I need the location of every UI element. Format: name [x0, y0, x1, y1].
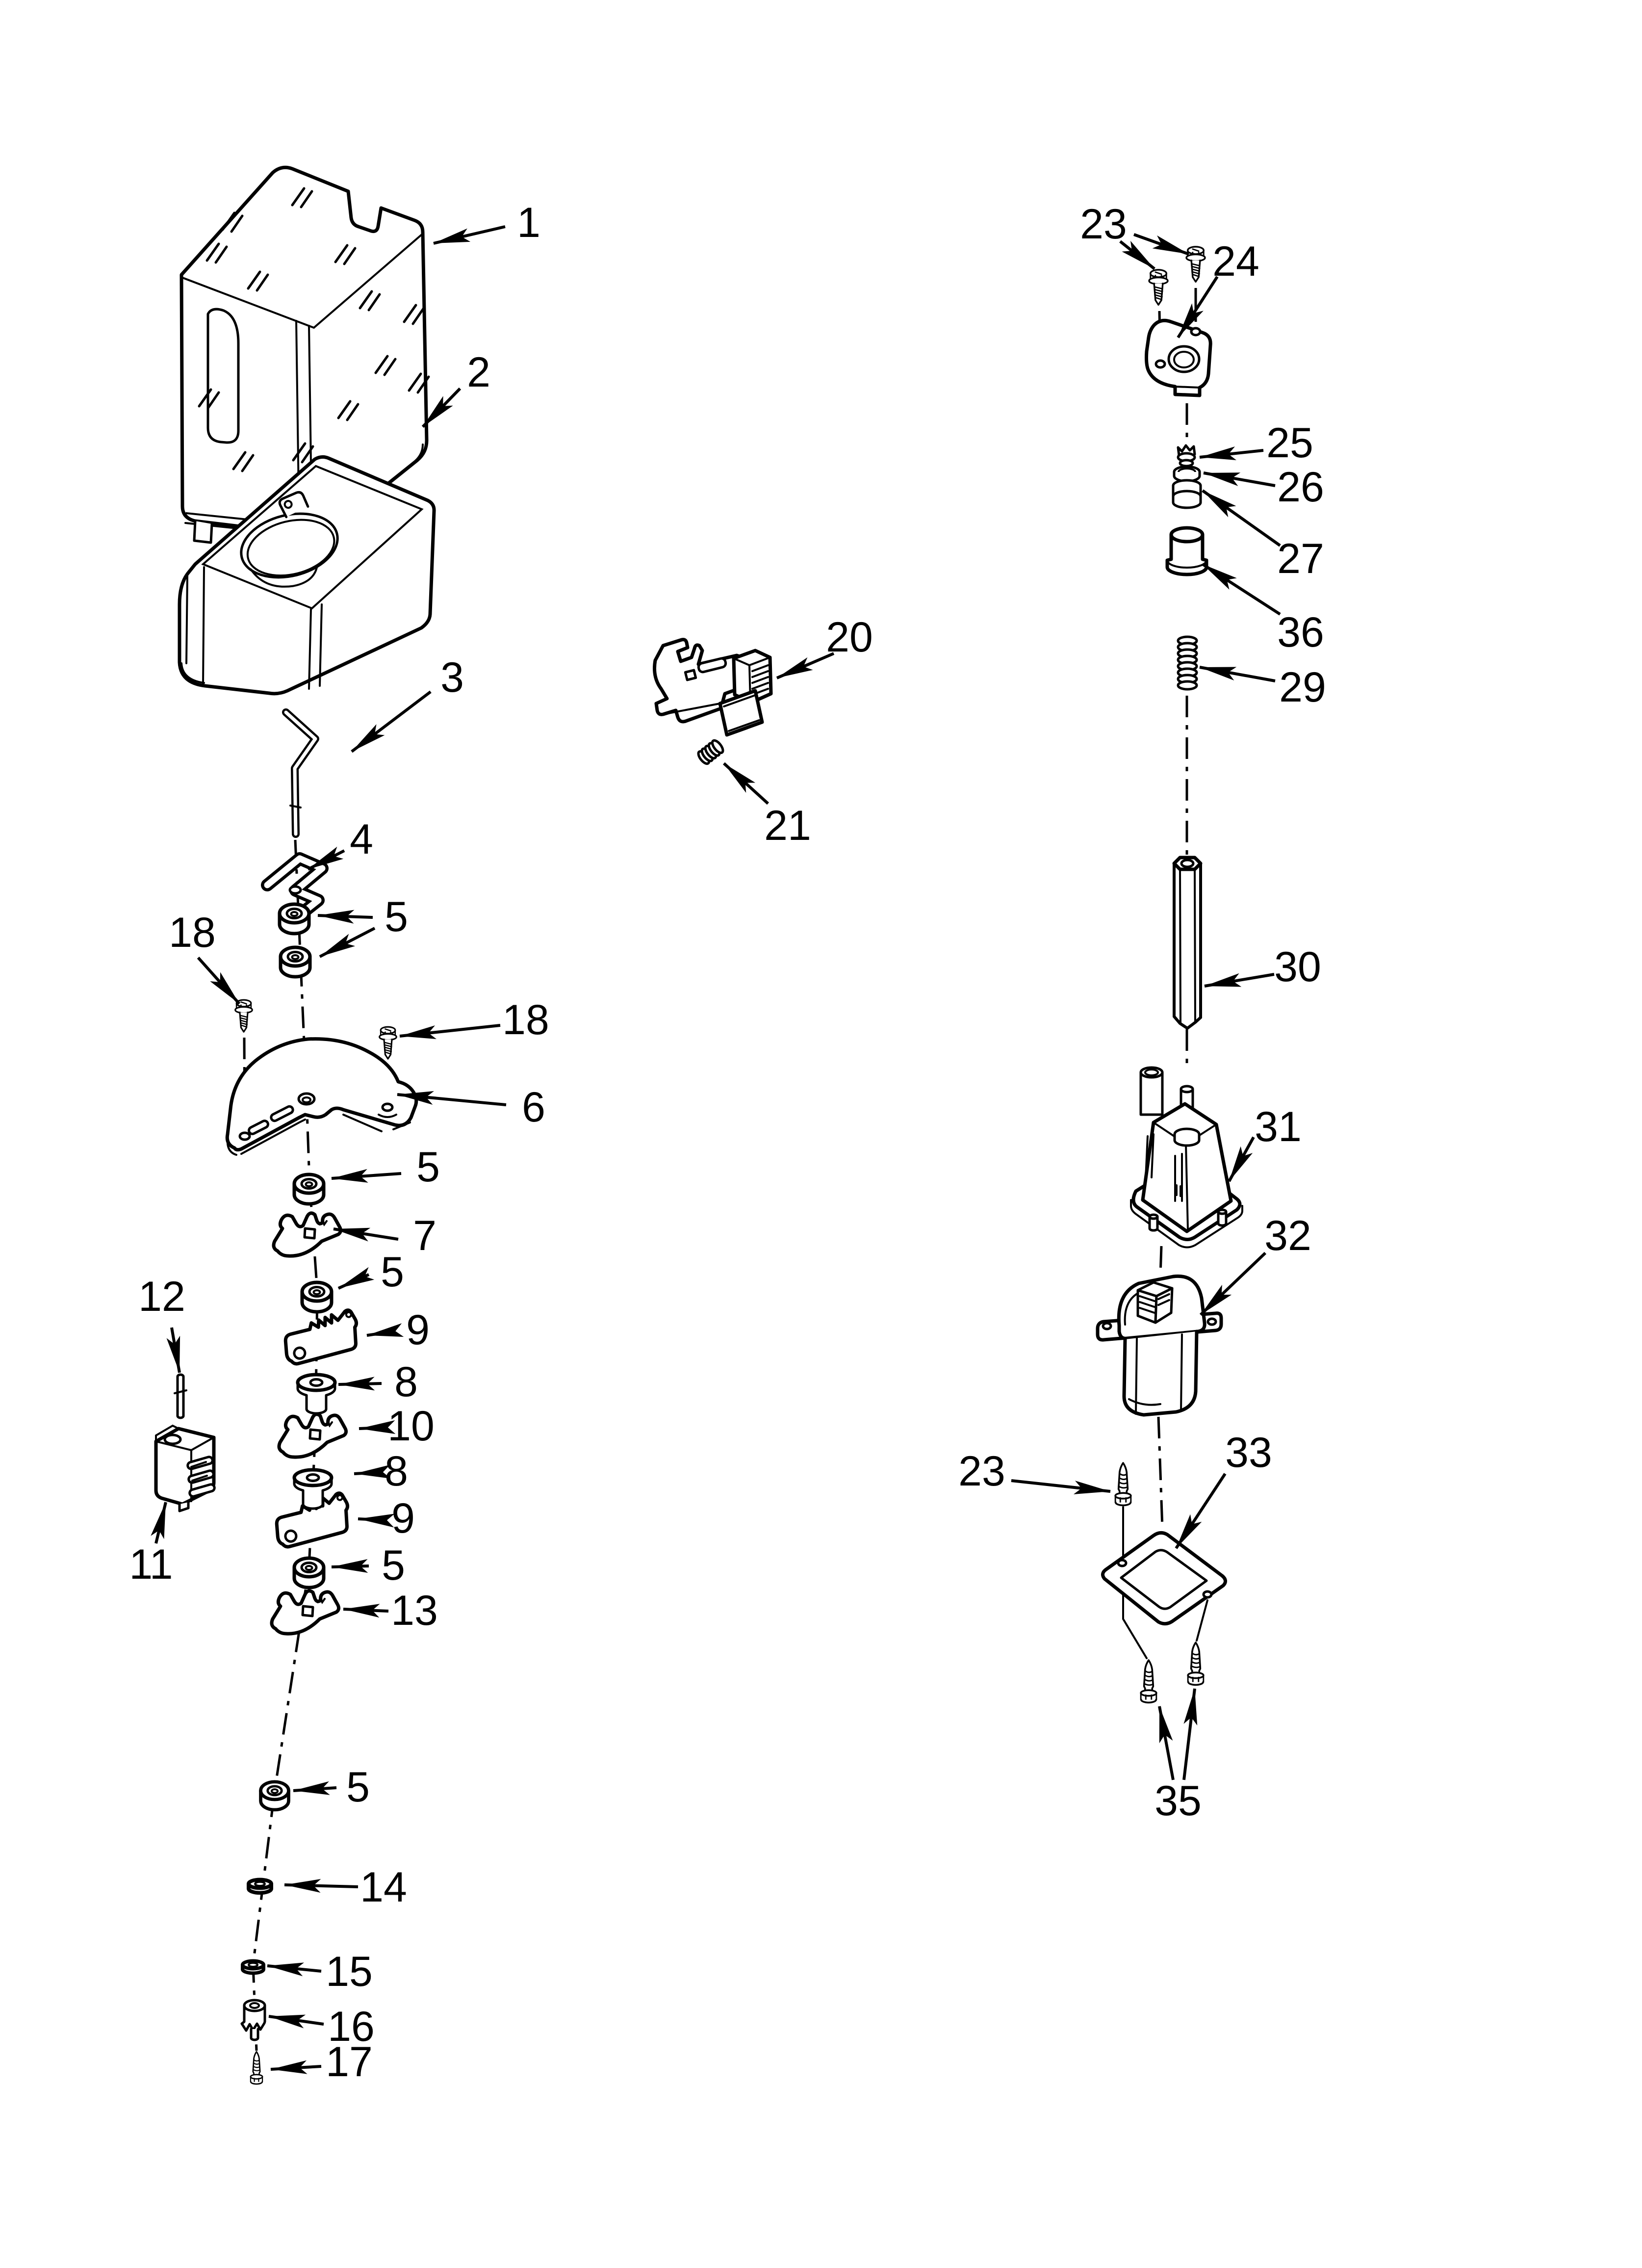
part-blade-13	[272, 1591, 339, 1634]
part-spring-29	[1178, 637, 1197, 689]
callout-1: 1	[517, 199, 540, 246]
part-washer-14	[249, 1879, 271, 1893]
part-lever-assembly	[655, 640, 771, 735]
arrow-11	[156, 1502, 166, 1543]
arrow-5a1	[318, 915, 373, 917]
part-ribbed-bushing-27	[1173, 480, 1201, 508]
part-clip-25	[1178, 445, 1195, 466]
arrow-12	[172, 1328, 180, 1373]
part-hex-tube	[1174, 858, 1201, 1028]
part-spacer-5f	[261, 1782, 289, 1810]
callout-32: 32	[1264, 1212, 1311, 1259]
arrow-15	[267, 1966, 321, 1971]
callout-33: 33	[1225, 1429, 1272, 1476]
arrow-21	[724, 763, 768, 804]
callout-31: 31	[1255, 1103, 1302, 1150]
callout-15: 15	[326, 1948, 373, 1995]
callout-5d: 5	[382, 1542, 405, 1589]
callout-29: 29	[1279, 664, 1326, 711]
callout-5a: 5	[385, 893, 408, 940]
callout-5c: 5	[381, 1249, 404, 1296]
center-lines	[253, 403, 1187, 2051]
part-bearing-8a	[298, 1375, 335, 1413]
part-spacer-5d	[302, 1282, 332, 1312]
arrow-30	[1205, 974, 1274, 986]
arrow-32	[1201, 1253, 1265, 1315]
arrow-18a	[198, 958, 239, 1004]
callout-11: 11	[129, 1541, 173, 1588]
callout-25: 25	[1266, 419, 1313, 467]
callout-6: 6	[522, 1084, 545, 1131]
part-blade-7	[274, 1213, 341, 1256]
part-block	[156, 1426, 215, 1511]
arrow-8b	[354, 1473, 372, 1474]
part-spacer-5a	[280, 904, 309, 934]
arrow-14	[284, 1885, 358, 1887]
part-bushing-36	[1167, 528, 1206, 574]
part-gearcase	[1131, 1068, 1242, 1248]
callout-12: 12	[138, 1273, 185, 1320]
callout-23b: 23	[958, 1448, 1005, 1495]
arrow-31	[1229, 1137, 1254, 1181]
arrow-3	[352, 692, 431, 752]
callout-30: 30	[1274, 943, 1321, 991]
callout-27: 27	[1277, 535, 1324, 582]
callout-9b: 9	[391, 1495, 415, 1542]
arrow-9b	[358, 1519, 379, 1520]
part-rake-9a	[280, 1309, 362, 1366]
arrow-23a2	[1134, 235, 1189, 254]
part-spacer-5b	[281, 947, 310, 977]
arrow-17	[271, 2066, 321, 2069]
arrow-5a2	[320, 928, 375, 957]
callout-9a: 9	[406, 1306, 430, 1354]
arrow-5d	[332, 1566, 369, 1567]
part-screw-18-left	[235, 1000, 253, 1032]
arrow-29	[1200, 667, 1275, 681]
callout-24: 24	[1212, 238, 1259, 285]
callout-4: 4	[350, 816, 373, 863]
arrow-2	[423, 389, 460, 427]
part-bearing-plate	[1147, 320, 1211, 395]
part-screw-23-top-right	[1186, 247, 1205, 282]
arrow-5b	[332, 1173, 401, 1178]
arrow-20	[777, 653, 834, 678]
part-nut-16	[242, 2000, 265, 2040]
callout-13: 13	[391, 1587, 438, 1634]
callout-17: 17	[326, 2038, 373, 2086]
callout-2: 2	[467, 349, 490, 396]
arrow-25	[1200, 450, 1263, 457]
callout-5b: 5	[416, 1144, 440, 1191]
callout-7: 7	[413, 1212, 436, 1259]
part-wire-shaft	[286, 712, 315, 834]
arrow-9a	[367, 1331, 393, 1335]
part-spacer-5e	[294, 1558, 324, 1588]
callout-18b: 18	[502, 996, 549, 1043]
part-screw-23-top-left	[1149, 270, 1168, 305]
part-pin	[175, 1375, 186, 1418]
callout-36: 36	[1277, 609, 1324, 656]
arrow-36	[1203, 564, 1280, 614]
arrow-8a	[338, 1383, 382, 1384]
part-screw-17	[251, 2052, 262, 2085]
callout-5e: 5	[346, 1764, 370, 1811]
arrow-33	[1176, 1474, 1225, 1548]
part-washer-15	[243, 1961, 264, 1973]
callout-3: 3	[440, 654, 464, 701]
arrow-5e	[293, 1788, 336, 1791]
callout-26: 26	[1277, 464, 1324, 511]
arrow-26	[1204, 473, 1275, 486]
callout-14: 14	[360, 1864, 407, 1911]
callout-21: 21	[764, 802, 811, 849]
part-screw-35-right	[1188, 1642, 1204, 1685]
callout-35: 35	[1155, 1777, 1202, 1825]
part-spring-21	[696, 739, 725, 765]
part-screw-35-left	[1141, 1660, 1156, 1703]
arrow-13	[343, 1609, 388, 1611]
part-screw-18-right	[380, 1027, 397, 1059]
callout-8b: 8	[385, 1448, 408, 1495]
arrow-18b	[400, 1025, 500, 1036]
callout-16: 16	[328, 2003, 375, 2050]
arrow-27	[1203, 491, 1280, 546]
arrow-7	[334, 1229, 398, 1239]
arrow-23b	[1011, 1481, 1110, 1491]
callout-23a: 23	[1080, 201, 1127, 248]
part-blade-10	[279, 1414, 346, 1457]
callout-20: 20	[826, 614, 873, 661]
arrow-35a	[1159, 1706, 1173, 1780]
arrow-5c	[338, 1275, 369, 1288]
callout-10: 10	[387, 1403, 435, 1450]
part-spacer-5c	[294, 1174, 324, 1204]
arrow-35b	[1184, 1689, 1195, 1780]
part-gasket	[1103, 1507, 1225, 1658]
part-auger-motor	[1098, 1276, 1221, 1415]
arrow-16	[269, 2016, 324, 2024]
part-screw-23-bottom	[1115, 1463, 1131, 1506]
arrow-10	[359, 1428, 384, 1429]
arrow-1	[434, 227, 505, 243]
callout-18a: 18	[169, 909, 216, 956]
callout-8a: 8	[394, 1358, 418, 1406]
